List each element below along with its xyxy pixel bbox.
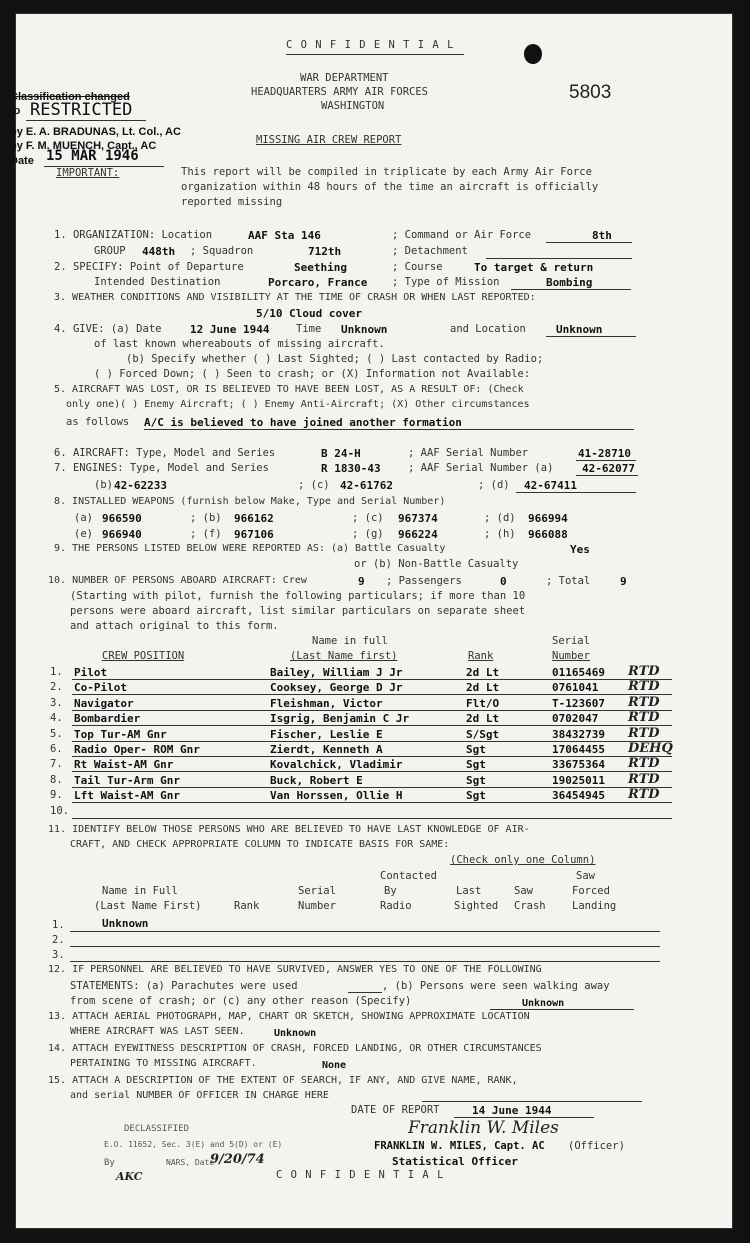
s10-label: 10. NUMBER OF PERSONS ABOARD AIRCRAFT: Crew bbox=[48, 575, 307, 586]
s7-c-label: ; (c) bbox=[298, 479, 330, 491]
crew-status-mark: RTD bbox=[628, 694, 660, 710]
s11-h-name-2: (Last Name First) bbox=[94, 900, 202, 912]
s8-h-label: ; (h) bbox=[484, 528, 516, 540]
crew-position: Tail Tur-Arm Gnr bbox=[74, 773, 180, 787]
s2-course-label: ; Course bbox=[392, 261, 443, 273]
crew-name: Kovalchick, Vladimir bbox=[270, 758, 403, 772]
s7-b: 42-62233 bbox=[114, 479, 167, 492]
s8-d-label: ; (d) bbox=[484, 512, 516, 524]
crew-position: Lft Waist-AM Gnr bbox=[74, 789, 180, 803]
crew-serial: 38432739 bbox=[552, 727, 605, 741]
crew-rank: 2d Lt bbox=[466, 712, 500, 726]
important-text-1: This report will be compiled in triplicate by each Army Air Force bbox=[181, 166, 592, 178]
s11-check-note: (Check only one Column) bbox=[450, 854, 596, 866]
s8-a: 966590 bbox=[102, 512, 142, 525]
declass-date: 9/20/74 bbox=[210, 1152, 265, 1167]
crew-serial: T-123607 bbox=[552, 696, 605, 710]
s1-command: 8th bbox=[592, 229, 612, 242]
s11-h-serial-1: Serial bbox=[298, 885, 336, 897]
s4-label: 4. GIVE: (a) Date bbox=[54, 323, 162, 335]
crew-status-mark: RTD bbox=[628, 725, 660, 741]
s2-intended-label: Intended Destination bbox=[94, 276, 221, 288]
s7-serial-label: ; AAF Serial Number (a) bbox=[408, 462, 554, 474]
s11-row-2: 2. bbox=[52, 934, 65, 946]
s11-row-3: 3. bbox=[52, 949, 65, 961]
s10-line3: persons were aboard aircraft, list similar particulars on separate sheet bbox=[70, 605, 526, 617]
s4-time: Unknown bbox=[341, 323, 388, 336]
s2-mission-label: ; Type of Mission bbox=[392, 276, 500, 288]
s5-line2: only one)( ) Enemy Aircraft; ( ) Enemy Anti-Aircraft; (X) Other circumstances bbox=[66, 399, 530, 410]
date-stamp: 15 MAR 1946 bbox=[46, 148, 139, 164]
crew-row-number: 2. bbox=[50, 681, 63, 694]
s2-intended: Porcaro, France bbox=[268, 276, 368, 289]
s10-line4: and attach original to this form. bbox=[70, 620, 279, 632]
s3-label: 3. WEATHER CONDITIONS AND VISIBILITY AT THE TIME OF CRASH OR WHEN LAST REPORTED: bbox=[54, 292, 536, 303]
s11-h-forced-3: Landing bbox=[572, 900, 617, 912]
s6-label: 6. AIRCRAFT: Type, Model and Series bbox=[54, 447, 276, 459]
crew-row-number: 6. bbox=[50, 743, 63, 755]
crew-status-mark: RTD bbox=[628, 679, 660, 695]
class-changed-stamp: Classification changed bbox=[10, 91, 130, 103]
s11-row-1-name: Unknown bbox=[102, 917, 149, 930]
s7-b-label: (b) bbox=[94, 479, 113, 491]
s11-h-saw-1: Saw bbox=[514, 885, 533, 897]
s4-location: Unknown bbox=[556, 323, 603, 336]
s8-b: 966162 bbox=[234, 512, 274, 525]
signature: Franklin W. Miles bbox=[408, 1118, 559, 1138]
s8-g: 966224 bbox=[398, 528, 438, 541]
s11-h-rank: Rank bbox=[234, 900, 260, 912]
crew-name: Isgrig, Benjamin C Jr bbox=[270, 712, 410, 726]
s7-a: 42-62077 bbox=[582, 462, 635, 475]
crew-rank: Flt/O bbox=[466, 696, 500, 710]
s2-mission: Bombing bbox=[546, 276, 593, 289]
s13-value: Unknown bbox=[274, 1028, 317, 1039]
dept-line: WAR DEPARTMENT bbox=[300, 72, 389, 84]
s1-squadron: 712th bbox=[308, 245, 342, 258]
s9-label: 9. THE PERSONS LISTED BELOW WERE REPORTED AS: (a) Battle Casualty bbox=[54, 543, 446, 554]
crew-position: Radio Oper- ROM Gnr bbox=[74, 743, 200, 756]
s8-e: 966940 bbox=[102, 528, 142, 541]
s7-label: 7. ENGINES: Type, Model and Series bbox=[54, 462, 269, 474]
s11-h-contacted-3: Radio bbox=[380, 900, 412, 912]
s10-total: 9 bbox=[620, 575, 627, 588]
s5-value: A/C is believed to have joined another formation bbox=[144, 416, 462, 429]
s11-line1: 11. IDENTIFY BELOW THOSE PERSONS WHO ARE BELIEVED TO HAVE LAST KNOWLEDGE OF AIR- bbox=[48, 824, 530, 835]
crew-status-mark: DEHQ bbox=[628, 741, 673, 756]
s8-d: 966994 bbox=[528, 512, 568, 525]
s11-h-serial-2: Number bbox=[298, 900, 336, 912]
report-title: MISSING AIR CREW REPORT bbox=[256, 134, 402, 146]
crew-rank: 2d Lt bbox=[466, 681, 500, 695]
crew-status-mark: RTD bbox=[628, 771, 660, 787]
s11-h-last-1: Last bbox=[456, 885, 482, 897]
s1-group: 448th bbox=[142, 245, 176, 258]
s8-e-label: (e) bbox=[74, 528, 93, 540]
s14-value: None bbox=[322, 1060, 347, 1071]
s6-serial-label: ; AAF Serial Number bbox=[408, 447, 529, 459]
signer-title: Statistical Officer bbox=[392, 1155, 518, 1168]
crew-rank: 2d Lt bbox=[466, 666, 500, 679]
crew-serial: 17064455 bbox=[552, 743, 605, 756]
s11-h-forced-1: Saw bbox=[576, 870, 595, 882]
col-serial-2: Number bbox=[552, 650, 590, 662]
signer-name: FRANKLIN W. MILES, Capt. AC bbox=[374, 1140, 545, 1152]
declass-authority: E.O. 11652, Sec. 3(E) and 5(D) or (E) bbox=[104, 1140, 283, 1149]
s8-g-label: ; (g) bbox=[352, 528, 384, 540]
city-line: WASHINGTON bbox=[321, 100, 385, 112]
s12-value: Unknown bbox=[522, 998, 565, 1009]
classification-bottom: C O N F I D E N T I A L bbox=[276, 1169, 445, 1181]
crew-position: Top Tur-AM Gnr bbox=[74, 727, 167, 741]
crew-name: Van Horssen, Ollie H bbox=[270, 789, 403, 803]
s10-passengers: 0 bbox=[500, 575, 507, 588]
s1-group-label: GROUP bbox=[94, 245, 126, 257]
crew-serial: 36454945 bbox=[552, 789, 605, 803]
ink-blot bbox=[524, 44, 542, 64]
s12-line2b: , (b) Persons were seen walking away bbox=[382, 980, 610, 992]
crew-row-number: 9. bbox=[50, 789, 63, 802]
s11-h-contacted-1: Contacted bbox=[380, 870, 437, 882]
document-number: 5803 bbox=[569, 82, 612, 103]
s14-line1: 14. ATTACH EYEWITNESS DESCRIPTION OF CRASH, FORCED LANDING, OR OTHER CIRCUMSTANCES bbox=[48, 1043, 542, 1054]
important-text-3: reported missing bbox=[181, 196, 283, 208]
crew-rank: S/Sgt bbox=[466, 727, 500, 741]
s5-prefix: as follows bbox=[66, 416, 130, 428]
s4-location-label: and Location bbox=[450, 323, 526, 335]
s8-f-label: ; (f) bbox=[190, 528, 222, 540]
s2-departure: Seething bbox=[294, 261, 347, 274]
s3-value: 5/10 Cloud cover bbox=[256, 307, 362, 320]
crew-rank: Sgt bbox=[466, 758, 486, 772]
crew-rank: Sgt bbox=[466, 773, 486, 787]
s4-time-label: Time bbox=[296, 323, 322, 335]
s12-line1: 12. IF PERSONNEL ARE BELIEVED TO HAVE SURVIVED, ANSWER YES TO ONE OF THE FOLLOWING bbox=[48, 964, 542, 975]
crew-status-mark: RTD bbox=[628, 710, 660, 726]
s4-line3: (b) Specify whether ( ) Last Sighted; ( ) Last contacted by Radio; bbox=[126, 353, 544, 365]
s11-h-name-1: Name in Full bbox=[102, 885, 178, 897]
s8-label: 8. INSTALLED WEAPONS (furnish below Make, Type and Serial Number) bbox=[54, 496, 446, 507]
crew-serial: 0761041 bbox=[552, 681, 599, 695]
s10-total-label: ; Total bbox=[546, 575, 591, 587]
s6-type: B 24-H bbox=[321, 447, 361, 460]
s11-line2: CRAFT, AND CHECK APPROPRIATE COLUMN TO INDICATE BASIS FOR SAME: bbox=[70, 839, 450, 850]
s15-line1: 15. ATTACH A DESCRIPTION OF THE EXTENT OF SEARCH, IF ANY, AND GIVE NAME, RANK, bbox=[48, 1075, 518, 1086]
crew-name: Bailey, William J Jr bbox=[270, 666, 403, 679]
crew-status-mark: RTD bbox=[628, 756, 660, 772]
s8-c: 967374 bbox=[398, 512, 438, 525]
s1-label: 1. ORGANIZATION: Location bbox=[54, 229, 213, 241]
s2-label: 2. SPECIFY: Point of Departure bbox=[54, 261, 244, 273]
crew-status-mark: RTD bbox=[628, 664, 660, 679]
s4-line2: of last known whereabouts of missing aircraft. bbox=[94, 338, 385, 350]
crew-name: Cooksey, George D Jr bbox=[270, 681, 403, 695]
s11-row-1: 1. bbox=[52, 919, 65, 931]
s4-line4: ( ) Forced Down; ( ) Seen to crash; or (X) Information not Available: bbox=[94, 368, 531, 380]
s8-f: 967106 bbox=[234, 528, 274, 541]
s4-date: 12 June 1944 bbox=[190, 323, 270, 336]
s1-detachment-label: ; Detachment bbox=[392, 245, 468, 257]
crew-serial: 19025011 bbox=[552, 773, 605, 787]
col-serial-1: Serial bbox=[552, 635, 590, 647]
s8-h: 966088 bbox=[528, 528, 568, 541]
s1-location: AAF Sta 146 bbox=[248, 229, 321, 242]
s13-line1: 13. ATTACH AERIAL PHOTOGRAPH, MAP, CHART OR SKETCH, SHOWING APPROXIMATE LOCATION bbox=[48, 1011, 530, 1022]
s15-line2: and serial NUMBER OF OFFICER IN CHARGE HERE bbox=[70, 1090, 329, 1101]
date-label: Date bbox=[10, 155, 34, 167]
col-name-1: Name in full bbox=[312, 635, 388, 647]
declass-nars: NARS, Date bbox=[166, 1158, 215, 1167]
crew-serial: 01165469 bbox=[552, 666, 605, 679]
s11-h-contacted-2: By bbox=[384, 885, 397, 897]
s1-command-label: ; Command or Air Force bbox=[392, 229, 532, 241]
s5-line1: 5. AIRCRAFT WAS LOST, OR IS BELIEVED TO HAVE BEEN LOST, AS A RESULT OF: (Check bbox=[54, 384, 524, 395]
declassified-stamp: DECLASSIFIED bbox=[124, 1124, 190, 1134]
s10-pass-label: ; Passengers bbox=[386, 575, 462, 587]
s11-h-saw-2: Crash bbox=[514, 900, 546, 912]
restricted-stamp: RESTRICTED bbox=[30, 100, 133, 120]
crew-status-mark: RTD bbox=[628, 787, 660, 803]
s9-battle: Yes bbox=[570, 543, 590, 556]
col-name-2: (Last Name first) bbox=[290, 650, 398, 662]
col-position: CREW POSITION bbox=[102, 650, 185, 662]
s12-line2: STATEMENTS: (a) Parachutes were used bbox=[70, 980, 298, 992]
crew-row-number: 5. bbox=[50, 727, 63, 740]
s1-squadron-label: ; Squadron bbox=[190, 245, 254, 257]
s9-line2: or (b) Non-Battle Casualty bbox=[354, 558, 519, 570]
s2-course: To target & return bbox=[474, 261, 594, 274]
crew-serial: 0702047 bbox=[552, 712, 599, 726]
s8-c-label: ; (c) bbox=[352, 512, 384, 524]
crew-position: Bombardier bbox=[74, 712, 141, 726]
crew-row-number: 10. bbox=[50, 804, 69, 817]
report-date: 14 June 1944 bbox=[472, 1104, 552, 1117]
classification-top: C O N F I D E N T I A L bbox=[286, 39, 455, 51]
important-text-2: organization within 48 hours of the time an aircraft is officially bbox=[181, 181, 599, 193]
declass-initials: AKC bbox=[116, 1170, 143, 1183]
s13-line2: WHERE AIRCRAFT WAS LAST SEEN. bbox=[70, 1026, 245, 1037]
s7-d: 42-67411 bbox=[524, 479, 577, 492]
report-date-label: DATE OF REPORT bbox=[351, 1104, 440, 1116]
important-label: IMPORTANT: bbox=[56, 167, 120, 179]
crew-row-number: 8. bbox=[50, 773, 63, 786]
s11-h-forced-2: Forced bbox=[572, 885, 610, 897]
s11-h-last-2: Sighted bbox=[454, 900, 499, 912]
crew-name: Fleishman, Victor bbox=[270, 696, 383, 710]
s7-type: R 1830-43 bbox=[321, 462, 381, 475]
crew-name: Zierdt, Kenneth A bbox=[270, 743, 383, 756]
crew-row-number: 1. bbox=[50, 666, 63, 678]
crew-serial: 33675364 bbox=[552, 758, 605, 772]
s12-line3: from scene of crash; or (c) any other reason (Specify) bbox=[70, 995, 412, 1007]
crew-position: Pilot bbox=[74, 666, 108, 679]
s10-line2: (Starting with pilot, furnish the following particulars; if more than 10 bbox=[70, 590, 526, 602]
s6-serial: 41-28710 bbox=[578, 447, 631, 460]
crew-position: Navigator bbox=[74, 696, 134, 710]
declass-by: By bbox=[104, 1158, 115, 1168]
by-line-1: by E. A. BRADUNAS, Lt. Col., AC bbox=[10, 126, 181, 138]
s7-c: 42-61762 bbox=[340, 479, 393, 492]
crew-rank: Sgt bbox=[466, 743, 486, 756]
by-line-2: by F. M. MUENCH, Capt., AC bbox=[10, 140, 157, 152]
signer-suffix: (Officer) bbox=[568, 1140, 625, 1152]
s8-a-label: (a) bbox=[74, 512, 93, 524]
crew-row-number: 3. bbox=[50, 696, 63, 709]
s7-d-label: ; (d) bbox=[478, 479, 510, 491]
document-page bbox=[10, 14, 732, 1228]
crew-name: Buck, Robert E bbox=[270, 773, 363, 787]
crew-position: Co-Pilot bbox=[74, 681, 127, 695]
s8-b-label: ; (b) bbox=[190, 512, 222, 524]
s14-line2: PERTAINING TO MISSING AIRCRAFT. bbox=[70, 1058, 257, 1069]
crew-row-number: 4. bbox=[50, 712, 63, 725]
hq-line: HEADQUARTERS ARMY AIR FORCES bbox=[251, 86, 429, 98]
s10-crew: 9 bbox=[358, 575, 365, 588]
class-to-label: to bbox=[10, 105, 21, 117]
col-rank: Rank bbox=[468, 650, 494, 662]
crew-rank: Sgt bbox=[466, 789, 486, 803]
crew-name: Fischer, Leslie E bbox=[270, 727, 383, 741]
crew-position: Rt Waist-AM Gnr bbox=[74, 758, 174, 772]
crew-row-number: 7. bbox=[50, 758, 63, 771]
